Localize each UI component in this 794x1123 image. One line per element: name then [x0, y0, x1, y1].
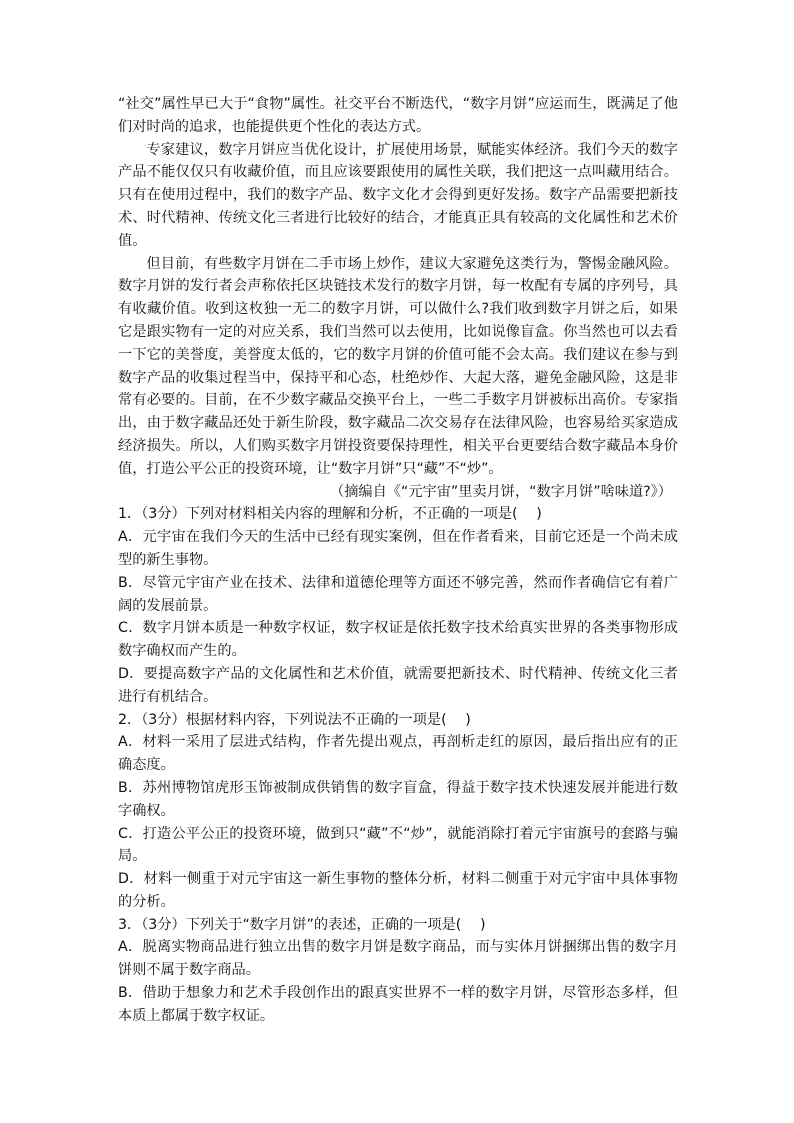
passage-paragraph-1: “社交”属性早已大于“食物”属性。社交平台不断迭代，“数字月饼”应运而生，既满足了他们对时尚的追求，也能提供更个性化的表达方式。 [118, 96, 678, 135]
question-option: B．苏州博物馆虎形玉饰被制成供销售的数字盲盒，得益于数字技术快速发展并能进行数字确权。 [118, 779, 678, 819]
question-1 [118, 503, 678, 708]
question-stem: 3．（3分）下列关于“数字月饼”的表述，正确的一项是( ) [118, 916, 486, 933]
passage-source: （摘编自《“元宇宙”里卖月饼，“数字月饼”啥味道?》） [330, 483, 672, 500]
question-option: A．元宇宙在我们今天的生活中已经有现实案例，但在作者看来，目前它还是一个尚未成型的新生事物。 [118, 529, 678, 568]
question-option: A．脱离实物商品进行独立出售的数字月饼是数字商品，而与实体月饼捆绑出售的数字月饼则不属于数字商品。 [118, 939, 678, 979]
question-option: D．要提高数字产品的文化属性和艺术价值，就需要把新技术、时代精神、传统文化三者进行有机结合。 [118, 665, 678, 705]
question-option: A．材料一采用了层进式结构，作者先提出观点，再剖析走红的原因，最后指出应有的正确态度。 [118, 734, 678, 774]
passage-paragraph-3: 但目前，有些数字月饼在二手市场上炒作，建议大家避免这类行为，警惕金融风险。数字月饼的发行者会声称依托区块链技术发行的数字月饼，每一枚配有专属的序列号，具有收藏价值。收到这枚独一无二的数字月饼，可以做什么?我们收到数字月饼之后，如果它是跟实物有一定的对应关系，我们当然可以去使用，比如说像盲盒。你当然也可以去看一下它的美誉度，美誉度太低的，它的数字月饼的价值可能不会太高。我们建议在参与到数字产品的收集过程当中，保持平和心态，杜绝炒作、大起大落，避免金融风险，这是非常有必要的。目前，在不少数字藏品交换平台上，一些二手数字月饼被标出高价。专家指出，由于数字藏品还处于新生阶段，数字藏品二次交易存在法律风险，也容易给买家造成经济损失。所以，人们购买数字月饼投资要保持理性，相关平台更要结合数字藏品本身价值，打造公平公正的投资环境，让“数字月饼”只“藏”不“炒”。 [118, 255, 678, 477]
question-option: C．数字月饼本质是一种数字权证，数字权证是依托数字技术给真实世界的各类事物形成数字确权而产生的。 [118, 620, 678, 660]
question-stem: 1．（3分）下列对材料相关内容的理解和分析，不正确的一项是( ) [118, 506, 542, 523]
passage-paragraph-2: 专家建议，数字月饼应当优化设计，扩展使用场景，赋能实体经济。我们今天的数字产品不能仅仅只有收藏价值，而且应该要跟使用的属性关联，我们把这一点叫藏用结合。只有在使用过程中，我们的数字产品、数字文化才会得到更好发扬。数字产品需要把新技术、时代精神、传统文化三者进行比较好的结合，才能真正具有较高的文化属性和艺术价值。 [118, 141, 678, 249]
question-option: B．借助于想象力和艺术手段创作出的跟真实世界不一样的数字月饼，尽管形态多样，但本质上都属于数字权证。 [118, 985, 678, 1024]
question-2 [118, 709, 678, 914]
question-stem: 2．（3分）根据材料内容，下列说法不正确的一项是( ) [118, 711, 471, 728]
question-option: D．材料一侧重于对元宇宙这一新生事物的整体分析，材料二侧重于对元宇宙中具体事物的分析。 [118, 871, 678, 910]
question-option: C．打造公平公正的投资环境，做到只“藏”不“炒”，就能消除打着元宇宙旗号的套路与骗局。 [118, 825, 678, 865]
question-option: B．尽管元宇宙产业在技术、法律和道德伦理等方面还不够完善，然而作者确信它有着广阔的发展前景。 [118, 574, 678, 614]
question-3 [118, 914, 678, 1028]
document-page [118, 93, 678, 1028]
